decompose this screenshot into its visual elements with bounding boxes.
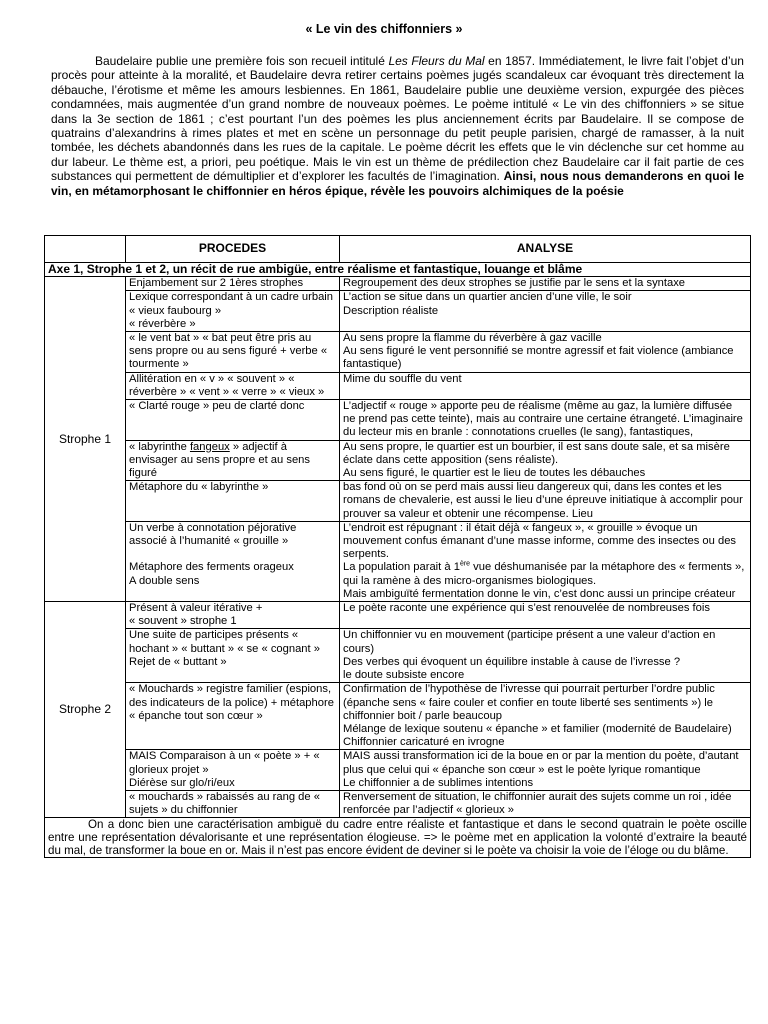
procedes-line: « le vent bat » « bat peut être pris au sens propre ou au sens figuré + verbe « tourmente » xyxy=(129,332,328,371)
analyse-line: Confirmation de l’hypothèse de l’ivresse qui pourrait perturber l’ordre public xyxy=(343,683,715,696)
table-row xyxy=(45,629,751,683)
conclusion-row xyxy=(45,818,751,858)
table-row xyxy=(45,481,751,522)
procedes-line: A double sens xyxy=(129,574,200,587)
procedes-line: Métaphore du « labyrinthe » xyxy=(129,481,269,494)
procedes-line: « réverbère » xyxy=(129,317,196,330)
analyse-line: Le poète raconte une expérience qui s’est renouvelée de nombreuses fois xyxy=(343,602,710,615)
analyse-line: Au sens propre la flamme du réverbère à gaz vacille xyxy=(343,332,602,345)
work-title: Les Fleurs du Mal xyxy=(388,54,485,68)
analyse-line: MAIS aussi transformation ici de la boue en or par la mention du poète, d’autant plus que celui qui « épanche son cœur » est le poète lyrique romantique xyxy=(343,750,739,776)
table-row xyxy=(45,750,751,791)
analyse-cell xyxy=(340,790,751,817)
procedes-cell xyxy=(126,629,340,683)
analyse-text: vue déshumanisée par la métaphore des « ferments », qui la ramène à des micro-organismes biologiques. xyxy=(343,561,745,587)
procedes-line: Métaphore des ferments orageux xyxy=(129,561,294,574)
analyse-line: L’adjectif « rouge » apporte peu de réalisme (même au gaz, la lumière diffusée ne prend pas cette teinte), mais au contraire une certaine étrangeté. L’imaginaire du lecteur mis en branle : connotations cruelles (le sang), fantastiques, xyxy=(343,400,743,439)
conclusion-cell xyxy=(45,818,751,858)
conclusion-text: On a donc bien une caractérisation ambiguë du cadre entre réaliste et fantastique et dans le second quatrain le poète oscille entre une représentation dévalorisante et une représentation élogieuse. => le poème met en application la volonté d’extraire la beauté du mal, de transformer la boue en or. Mais il n’est pas encore évident de deviner si le poète va choisir la voie de l’éloge ou du blâme. xyxy=(48,818,747,858)
analyse-line: Au sens figuré, le quartier est le lieu de toutes les débauches xyxy=(343,467,646,480)
analyse-line: (épanche sens « faire couler et confier en toute liberté ses sentiments ») le chiffonnier boit / parle beaucoup xyxy=(343,696,714,722)
analyse-cell xyxy=(340,291,751,332)
analyse-cell xyxy=(340,440,751,481)
procedes-text: » adjectif à envisager au sens propre et au sens figuré xyxy=(129,440,310,480)
axis-title: Axe 1, Strophe 1 et 2, un récit de rue ambigüe, entre réalisme et fantastique, louange et blâme xyxy=(45,263,751,277)
analyse-line: bas fond où on se perd mais aussi lieu dangereux qui, dans les contes et les romans de chevalerie, est aussi le lieu d’une épreuve initiatique à accomplir pour prouver sa valeur et obtenir une récompense. Lieu xyxy=(343,481,743,520)
procedes-line: Rejet de « buttant » xyxy=(129,655,227,668)
analyse-line: Un chiffonnier vu en mouvement (participe présent a une valeur d’action en cours) xyxy=(343,629,716,655)
procedes-cell xyxy=(126,291,340,332)
table-row xyxy=(45,291,751,332)
table-row xyxy=(45,372,751,399)
introduction-paragraph xyxy=(51,54,744,198)
table-row xyxy=(45,521,751,601)
analyse-line: Au sens figuré le vent personnifié se montre agressif et fait violence (ambiance fantastique) xyxy=(343,345,734,371)
table-row xyxy=(45,790,751,817)
procedes-line: Allitération en « v » « souvent » « réverbère » « vent » « verre » « vieux » xyxy=(129,372,325,398)
section-label-strophe-1: Strophe 1 xyxy=(45,277,126,602)
procedes-cell xyxy=(126,440,340,481)
analyse-cell xyxy=(340,750,751,791)
analyse-line: Des verbes qui évoquent un équilibre instable à cause de l’ivresse ? xyxy=(343,655,681,668)
axis-row xyxy=(45,263,751,277)
procedes-cell xyxy=(126,400,340,441)
analyse-line: Renversement de situation, le chiffonnier aurait des sujets comme un roi , idée renforcée par l’adjectif « glorieux » xyxy=(343,790,732,817)
analyse-cell xyxy=(340,629,751,683)
analyse-cell xyxy=(340,332,751,373)
analyse-line: Mais ambiguïté fermentation donne le vin, c’est donc aussi un principe créateur xyxy=(343,587,736,600)
procedes-cell xyxy=(126,602,340,629)
analyse-line: Au sens propre, le quartier est un bourbier, il est sans doute sale, et sa misère éclate dans cette apposition (sens réaliste). xyxy=(343,440,730,466)
analyse-cell xyxy=(340,602,751,629)
analyse-line: le doute subsiste encore xyxy=(343,669,465,682)
table-row xyxy=(45,602,751,629)
procedes-line: Diérèse sur glo/ri/eux xyxy=(129,776,235,789)
header-analyse: ANALYSE xyxy=(340,236,751,263)
intro-text-1: Baudelaire publie une première fois son recueil intitulé xyxy=(95,54,389,68)
procedes-cell xyxy=(126,521,340,601)
procedes-cell xyxy=(126,372,340,399)
procedes-line: « souvent » strophe 1 xyxy=(129,615,237,628)
table-row xyxy=(45,277,751,291)
analysis-table xyxy=(44,235,751,858)
analyse-cell xyxy=(340,521,751,601)
header-procedes: PROCEDES xyxy=(126,236,340,263)
analyse-cell xyxy=(340,372,751,399)
procedes-line: « Mouchards » registre familier (espions, des indicateurs de la police) + métaphore « épanche tout son cœur » xyxy=(129,683,334,722)
analyse-line: Mime du souffle du vent xyxy=(343,372,462,385)
procedes-cell xyxy=(126,683,340,750)
procedes-line: « mouchards » rabaissés au rang de « sujets » du chiffonnier xyxy=(129,790,320,817)
procedes-cell xyxy=(126,277,340,291)
analyse-cell xyxy=(340,481,751,522)
procedes-line: Une suite de participes présents « hochant » « buttant » « se « cognant » xyxy=(129,629,320,655)
header-empty xyxy=(45,236,126,263)
analyse-cell xyxy=(340,400,751,441)
procedes-cell xyxy=(126,790,340,817)
table-row xyxy=(45,440,751,481)
analyse-line: Description réaliste xyxy=(343,304,439,317)
procedes-cell xyxy=(126,750,340,791)
analyse-line: Regroupement des deux strophes se justifie par le sens et la syntaxe xyxy=(343,277,686,290)
document-title: « Le vin des chiffonniers » xyxy=(305,22,463,36)
procedes-line: Enjambement sur 2 1ères strophes xyxy=(129,277,304,290)
analyse-cell xyxy=(340,683,751,750)
analyse-text: La population parait à 1 xyxy=(343,561,460,574)
table-row xyxy=(45,400,751,441)
procedes-text: « labyrinthe xyxy=(129,440,190,453)
procedes-line: Un verbe à connotation péjorative associé à l’humanité « grouille » xyxy=(129,521,297,548)
analyse-line: Le chiffonnier a de sublimes intentions xyxy=(343,776,534,789)
analyse-line: L’action se situe dans un quartier ancien d’une ville, le soir xyxy=(343,291,632,304)
analyse-line: Mélange de lexique soutenu « épanche » et familier (modernité de Baudelaire) xyxy=(343,722,732,735)
procedes-line: MAIS Comparaison à un « poète » + « glorieux projet » xyxy=(129,750,320,776)
problematic-statement: Ainsi, nous nous demanderons en quoi le vin, en métamorphosant le chiffonnier en héros épique, révèle les pouvoirs alchimiques de la poésie xyxy=(51,169,744,198)
section-label-strophe-2: Strophe 2 xyxy=(45,602,126,818)
analyse-cell xyxy=(340,277,751,291)
analyse-line: Chiffonnier caricaturé en ivrogne xyxy=(343,736,505,749)
procedes-blank-line xyxy=(129,548,336,561)
procedes-underlined-word: fangeux xyxy=(189,440,230,453)
table-header-row xyxy=(45,236,751,263)
intro-text-2: en 1857. Immédiatement, le livre fait l’objet d’un procès pour atteinte à la moralité, et Baudelaire devra retirer certains poèmes jugés scandaleux car évoquant très directement la débauche, l’érotisme et même les amours lesbiennes. En 1861, Baudelaire publie une deuxième version, expurgée des pièces condamnées, mais augmentée d’un grand nombre de nouveaux poèmes. Le poème intitulé « Le vin des chiffonniers » se situe dans la 3e section de 1861 ; c’est pourtant l’un des poèmes les plus anciennement écrits par Baudelaire. Il se compose de quatrains d’alexandrins à rimes plates et met en scène un personnage du petit peuple parisien, chargé de ramasser, à la nuit tombée, les déchets abandonnés dans les rues de la capitale. Le poème décrit les effets que le vin déclenche sur cet homme au dur labeur. Le thème est, a priori, peu poétique. Mais le vin est un thème de prédilection chez Baudelaire car il fait partie de ces substances qui permettent de démultiplier et d’explorer les facultés de l’imagination. xyxy=(51,54,744,184)
table-row xyxy=(45,332,751,373)
procedes-cell xyxy=(126,332,340,373)
table-row xyxy=(45,683,751,750)
analyse-line: L’endroit est répugnant : il était déjà « fangeux », « grouille » évoque un mouvement confus émanant d’une masse informe, comme des insectes ou des serpents. xyxy=(343,521,737,561)
procedes-line: Présent à valeur itérative + xyxy=(129,602,263,615)
procedes-line: « Clarté rouge » peu de clarté donc xyxy=(129,400,305,413)
superscript-ere: ère xyxy=(459,560,471,568)
procedes-line: Lexique correspondant à un cadre urbain « vieux faubourg » xyxy=(129,291,334,317)
analyse-line-with-superscript xyxy=(343,561,747,587)
procedes-cell xyxy=(126,481,340,522)
